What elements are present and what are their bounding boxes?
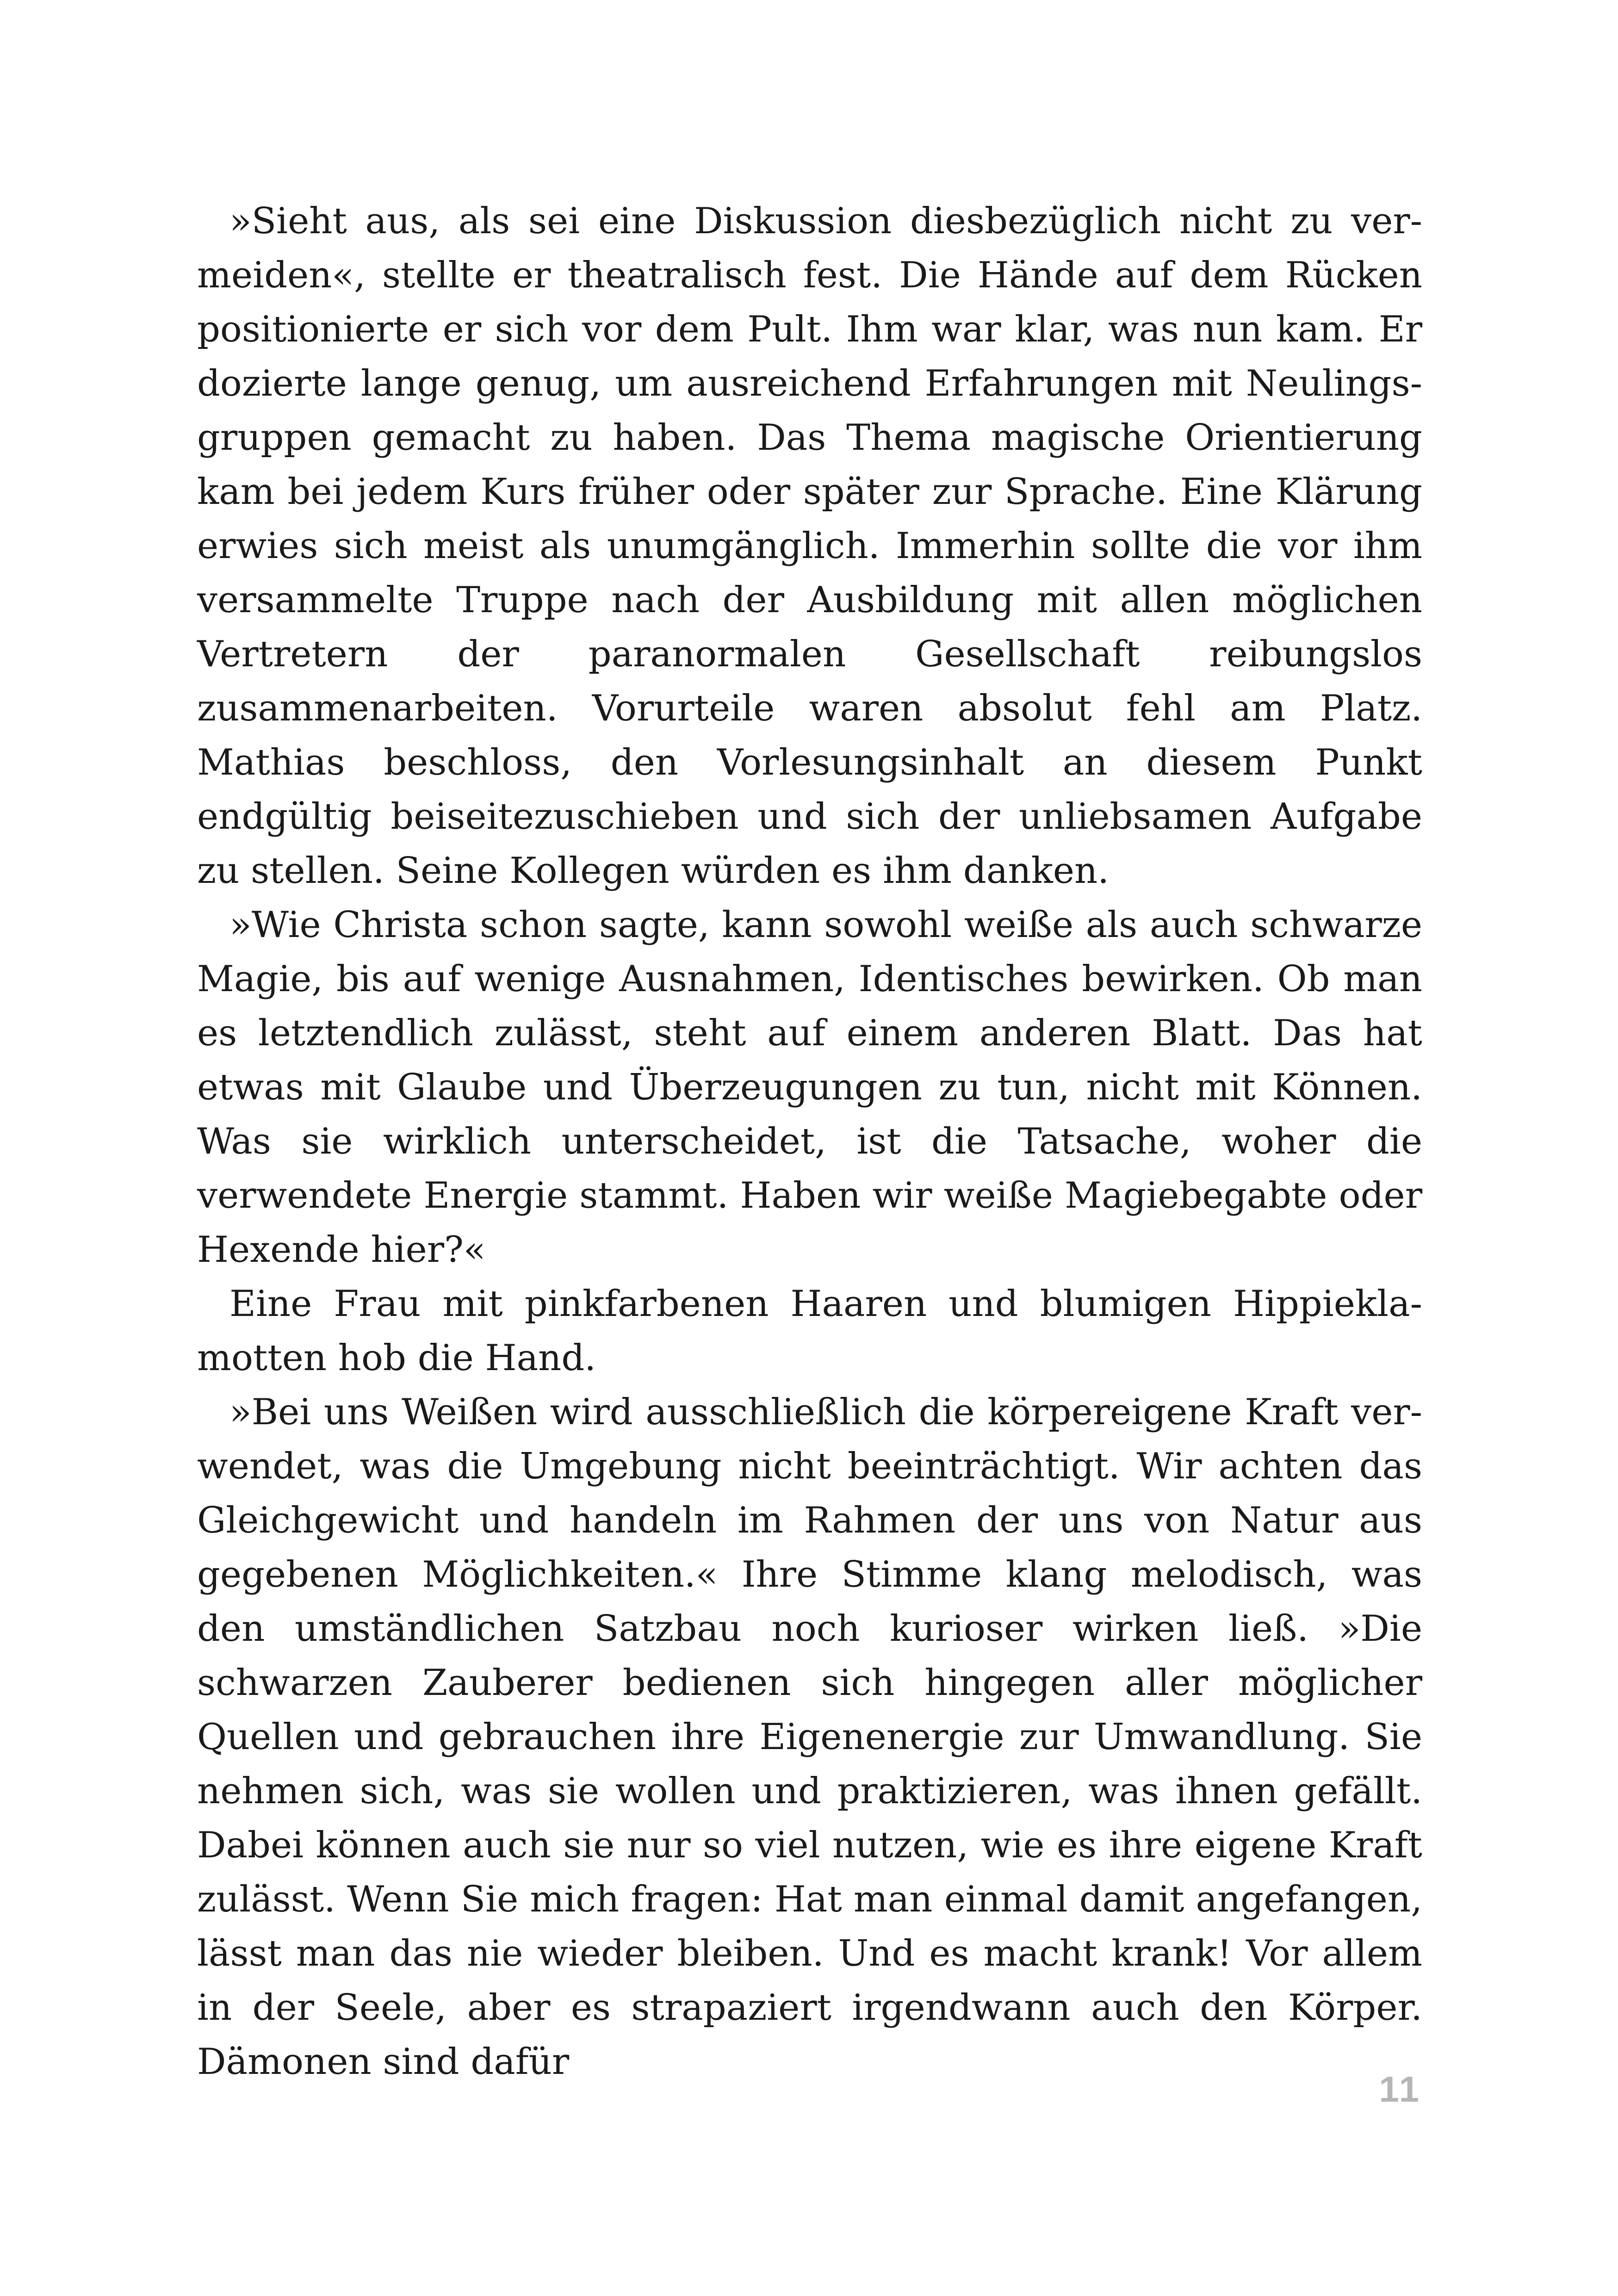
paragraph-4: »Bei uns Weißen wird ausschließlich die körpereigene Kraft verwendet, was die Umgebung nicht beeinträchtigt. Wir achten das Gleichgewicht und handeln im Rahmen der uns von Natur aus gegebenen Möglichkeiten.« Ihre Stimme klang melodisch, was den umständlichen Satzbau noch kurioser wirken ließ. »Die schwarzen Zauberer bedienen sich hingegen aller möglicher Quellen und gebrauchen ihre Eigenenergie zur Umwandlung. Sie nehmen sich, was sie wollen und praktizieren, was ihnen gefällt. Dabei können auch sie nur so viel nutzen, wie es ihre eigene Kraft zulässt. Wenn Sie mich fragen: Hat man einmal damit angefangen, lässt man das nie wieder bleiben. Und es macht krank! Vor allem in der Seele, aber es strapaziert irgendwann auch den Körper. Dämonen sind dafür xyxy=(197,1391,1422,2083)
paragraph-2: »Wie Christa schon sagte, kann sowohl weiße als auch schwarze Magie, bis auf wenige Ausnahmen, Identisches bewirken. Ob man es letztendlich zulässt, steht auf einem anderen Blatt. Das hat etwas mit Glaube und Überzeugungen zu tun, nicht mit Können. Was sie wirklich unterscheidet, ist die Tatsache, woher die verwendete Energie stammt. Haben wir weiße Magiebegabte oder Hexende hier?« xyxy=(197,904,1422,1271)
paragraph-3: Eine Frau mit pinkfarbenen Haaren und blumigen Hippieklamotten hob die Hand. xyxy=(197,1283,1422,1379)
page-number: 11 xyxy=(1379,2069,1421,2110)
body-text xyxy=(197,194,1422,2089)
paragraph-1: »Sieht aus, als sei eine Diskussion diesbezüglich nicht zu vermeiden«, stellte er theatralisch fest. Die Hände auf dem Rücken positionierte er sich vor dem Pult. Ihm war klar, was nun kam. Er dozierte lange genug, um ausreichend Erfahrungen mit Neulingsgruppen gemacht zu haben. Das Thema magische Orientierung kam bei jedem Kurs früher oder später zur Sprache. Eine Klärung erwies sich meist als unumgänglich. Immerhin sollte die vor ihm versammelte Truppe nach der Ausbildung mit allen möglichen Vertretern der paranormalen Gesellschaft reibungslos zusammenarbeiten. Vorurteile waren absolut fehl am Platz. Mathias beschloss, den Vorlesungsinhalt an diesem Punkt endgültig beiseitezuschieben und sich der unliebsamen Aufgabe zu stellen. Seine Kollegen würden es ihm danken. xyxy=(197,200,1422,892)
